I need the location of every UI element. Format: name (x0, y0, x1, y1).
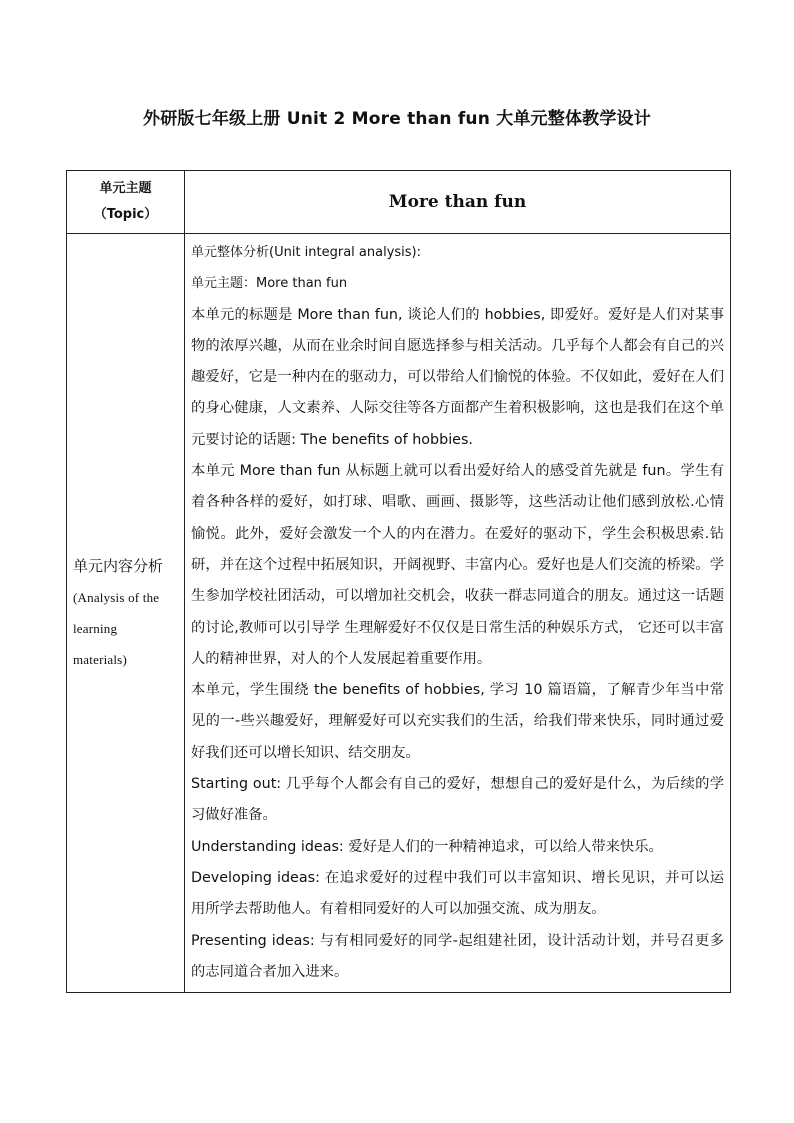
topic-row (67, 171, 731, 234)
analysis-label-en-line: (Analysis of the (73, 590, 160, 606)
content-paragraph: 本单元，学生围绕 the benefits of hobbies, 学习 10 篇语篇，了解青少年当中常见的一-些兴趣爱好，理解爱好可以充实我们的生活，给我们带来快乐，同时通过爱好我们还可以增长知识、结交朋友。 (191, 682, 724, 761)
analysis-content-cell (185, 234, 731, 993)
document-title: 外研版七年级上册 Unit 2 More than fun 大单元整体教学设计 (143, 109, 651, 129)
content-paragraph: Understanding ideas: 爱好是人们的一种精神追求，可以给人带来快乐。 (191, 838, 663, 855)
content-paragraph: 单元整体分析(Unit integral analysis): (191, 245, 422, 260)
analysis-label-cn: 单元内容分析 (73, 557, 164, 576)
topic-label-en: （Topic） (93, 207, 158, 222)
content-paragraph: 本单元 More than fun 从标题上就可以看出爱好给人的感受首先就是 fun。学生有着各种各样的爱好，如打球、唱歌、画画、摄影等，这些活动让他们感到放松.心情愉悦。此外，爱好会激发一个人的内在潜力。在爱好的驱动下，学生会积极思索.钻研，并在这个过程中拓展知识，开阔视野、丰富内心。爱好也是人们交流的桥梁。学生参加学校社团活动，可以增加社交机会，收获一群志同道合的朋友。通过这一话题的讨论,教师可以引导学 生理解爱好不仅仅是日常生活的种娱乐方式， 它还可以丰富人的精神世界，对人的个人发展起着重要作用。 (191, 463, 724, 667)
content-paragraph: 本单元的标题是 More than fun, 谈论人们的 hobbies, 即爱好。爱好是人们对某事物的浓厚兴趣，从而在业余时间自愿选择参与相关活动。几乎每个人都会有自己的兴趣爱好，它是一种内在的驱动力，可以带给人们愉悦的体验。不仅如此，爱好在人们的身心健康，人文素养、人际交往等各方面都产生着积极影响，这也是我们在这个单元要讨论的话题: The benefits of hobbies. (191, 306, 724, 448)
analysis-row (67, 234, 731, 993)
analysis-label-en-line: materials) (73, 652, 127, 668)
content-paragraph: Developing ideas: 在追求爱好的过程中我们可以丰富知识、增长见识，并可以运用所学去帮助他人。有着相同爱好的人可以加强交流、成为朋友。 (191, 869, 724, 918)
content-paragraph: Presenting ideas: 与有相同爱好的同学-起组建社团，设计活动计划，并号召更多的志同道合者加入进来。 (191, 932, 724, 980)
analysis-label-en-line: learning (73, 621, 118, 637)
analysis-label-cell (67, 234, 185, 993)
content-paragraph: Starting out: 几乎每个人都会有自己的爱好，想想自己的爱好是什么，为后续的学习做好准备。 (191, 776, 724, 824)
topic-value-cell: More than fun (185, 171, 731, 234)
topic-label-cell (67, 171, 185, 234)
content-paragraph: 单元主题：More than fun (191, 276, 348, 292)
topic-label-cn: 单元主题 (99, 181, 152, 196)
unit-design-table (66, 170, 731, 993)
